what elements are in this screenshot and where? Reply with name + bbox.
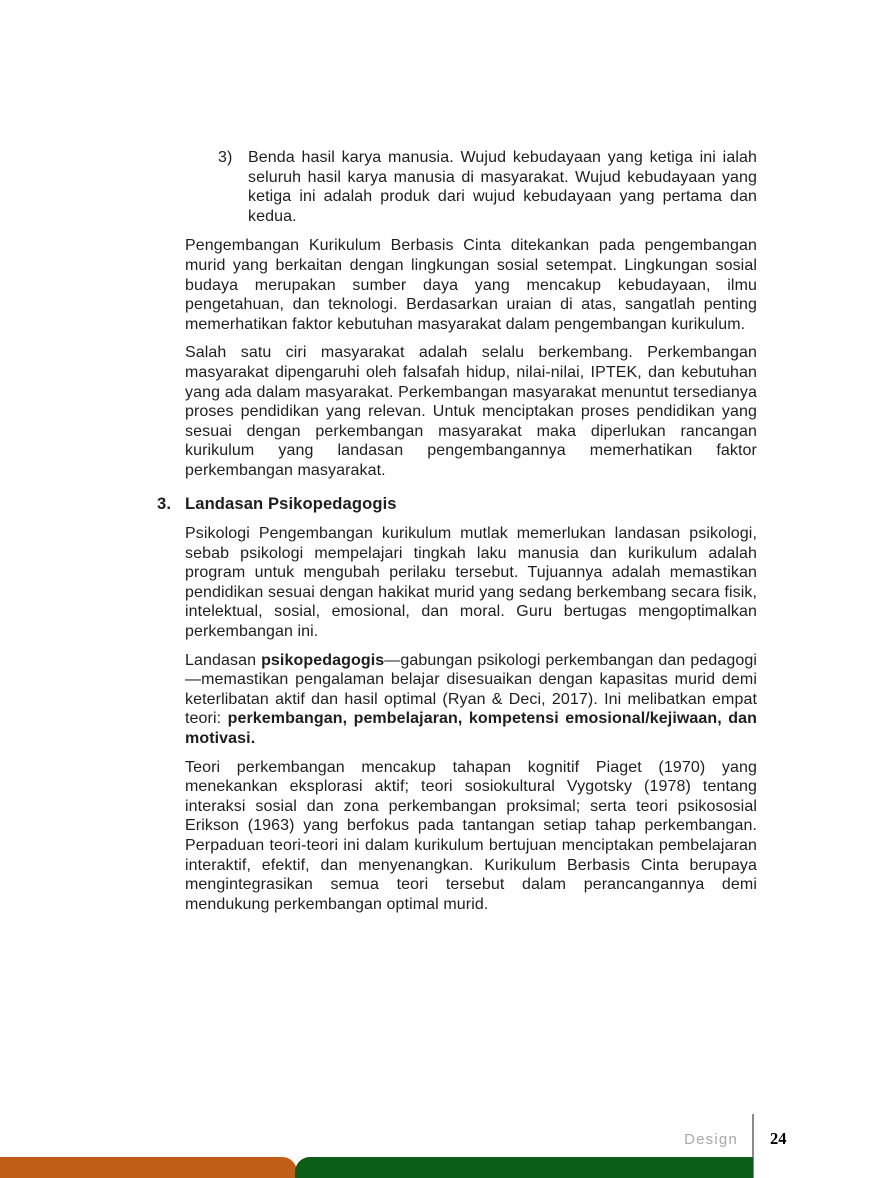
paragraph-run-bold: perkembangan, pembelajaran, kompetensi emosional/kejiwaan, dan motivasi. [185,710,757,748]
section-heading-number: 3. [157,493,172,513]
page-number: 24 [770,1129,787,1148]
paragraph-run-bold: psikopedagogis [261,651,385,669]
paragraph-teori [185,758,757,915]
page-content [157,148,757,923]
paragraph-text: Psikologi Pengembangan kurikulum mutlak memerlukan landasan psikologi, sebab psikologi mempelajari tingkah laku manusia dan kurikulum adalah program untuk mengubah perilaku tersebut. Tujuannya adalah memastikan pendidikan sesuai dengan hakikat murid yang sedang berkembang secara fisik, intelektual, sosial, emosional, dan moral. Guru bertugas mengoptimalkan perkembangan ini. [185,525,757,641]
section-heading [157,493,757,514]
paragraph-pengembangan [185,236,757,334]
paragraph-text: Pengembangan Kurikulum Berbasis Cinta ditekankan pada pengembangan murid yang berkaitan dengan lingkungan sosial setempat. Lingkungan sosial budaya merupakan sumber daya yang mencakup kebudayaan, ilmu pengetahuan, dan teknologi. Berdasarkan uraian di atas, sangatlah penting memerhatikan faktor kebutuhan masyarakat dalam pengembangan kurikulum. [185,237,757,333]
section-heading-label: Landasan Psikopedagogis [185,493,397,513]
paragraph-landasan [185,651,757,749]
list-item-number: 3) [218,149,233,166]
numbered-list-item [185,148,757,226]
footer-section-label: Design [684,1131,738,1148]
paragraph-run: —gabungan psikologi perkembangan dan pedagogi—memastikan pengalaman belajar disesuaikan dengan kapasitas murid demi keterlibatan aktif dan hasil optimal (Ryan & Deci, 2017). Ini melibatkan empat teori: [185,651,757,728]
footer-bar-green [295,1157,753,1178]
paragraph-run: Landasan [185,651,262,669]
paragraph-psikologi [185,524,757,642]
paragraph-salah-satu [185,343,757,480]
list-item-text: Benda hasil karya manusia. Wujud kebudayaan yang ketiga ini ialah seluruh hasil karya manusia di masyarakat. Wujud kebudayaan yang ketiga ini adalah produk dari wujud kebudayaan yang pertama dan kedua. [248,149,757,225]
footer-bar-orange [0,1157,297,1178]
paragraph-text: Salah satu ciri masyarakat adalah selalu berkembang. Perkembangan masyarakat dipengaruhi oleh falsafah hidup, nilai-nilai, IPTEK, dan kebutuhan yang ada dalam masyarakat. Perkembangan masyarakat menuntut tersedianya proses pendidikan yang relevan. Untuk menciptakan proses pendidikan yang sesuai dengan perkembangan masyarakat maka diperlukan rancangan kurikulum yang landasan pengembangannya memerhatikan faktor perkembangan masyarakat. [185,344,757,479]
paragraph-text: Teori perkembangan mencakup tahapan kognitif Piaget (1970) yang menekankan eksplorasi aktif; teori sosiokultural Vygotsky (1978) tentang interaksi sosial dan zona perkembangan proksimal; serta teori psikososial Erikson (1963) yang berfokus pada tantangan setiap tahap perkembangan. Perpaduan teori-teori ini dalam kurikulum bertujuan menciptakan pembelajaran interaktif, efektif, dan menyenangkan. Kurikulum Berbasis Cinta berupaya mengintegrasikan semua teori tersebut dalam perancangannya demi mendukung perkembangan optimal murid. [185,758,757,913]
